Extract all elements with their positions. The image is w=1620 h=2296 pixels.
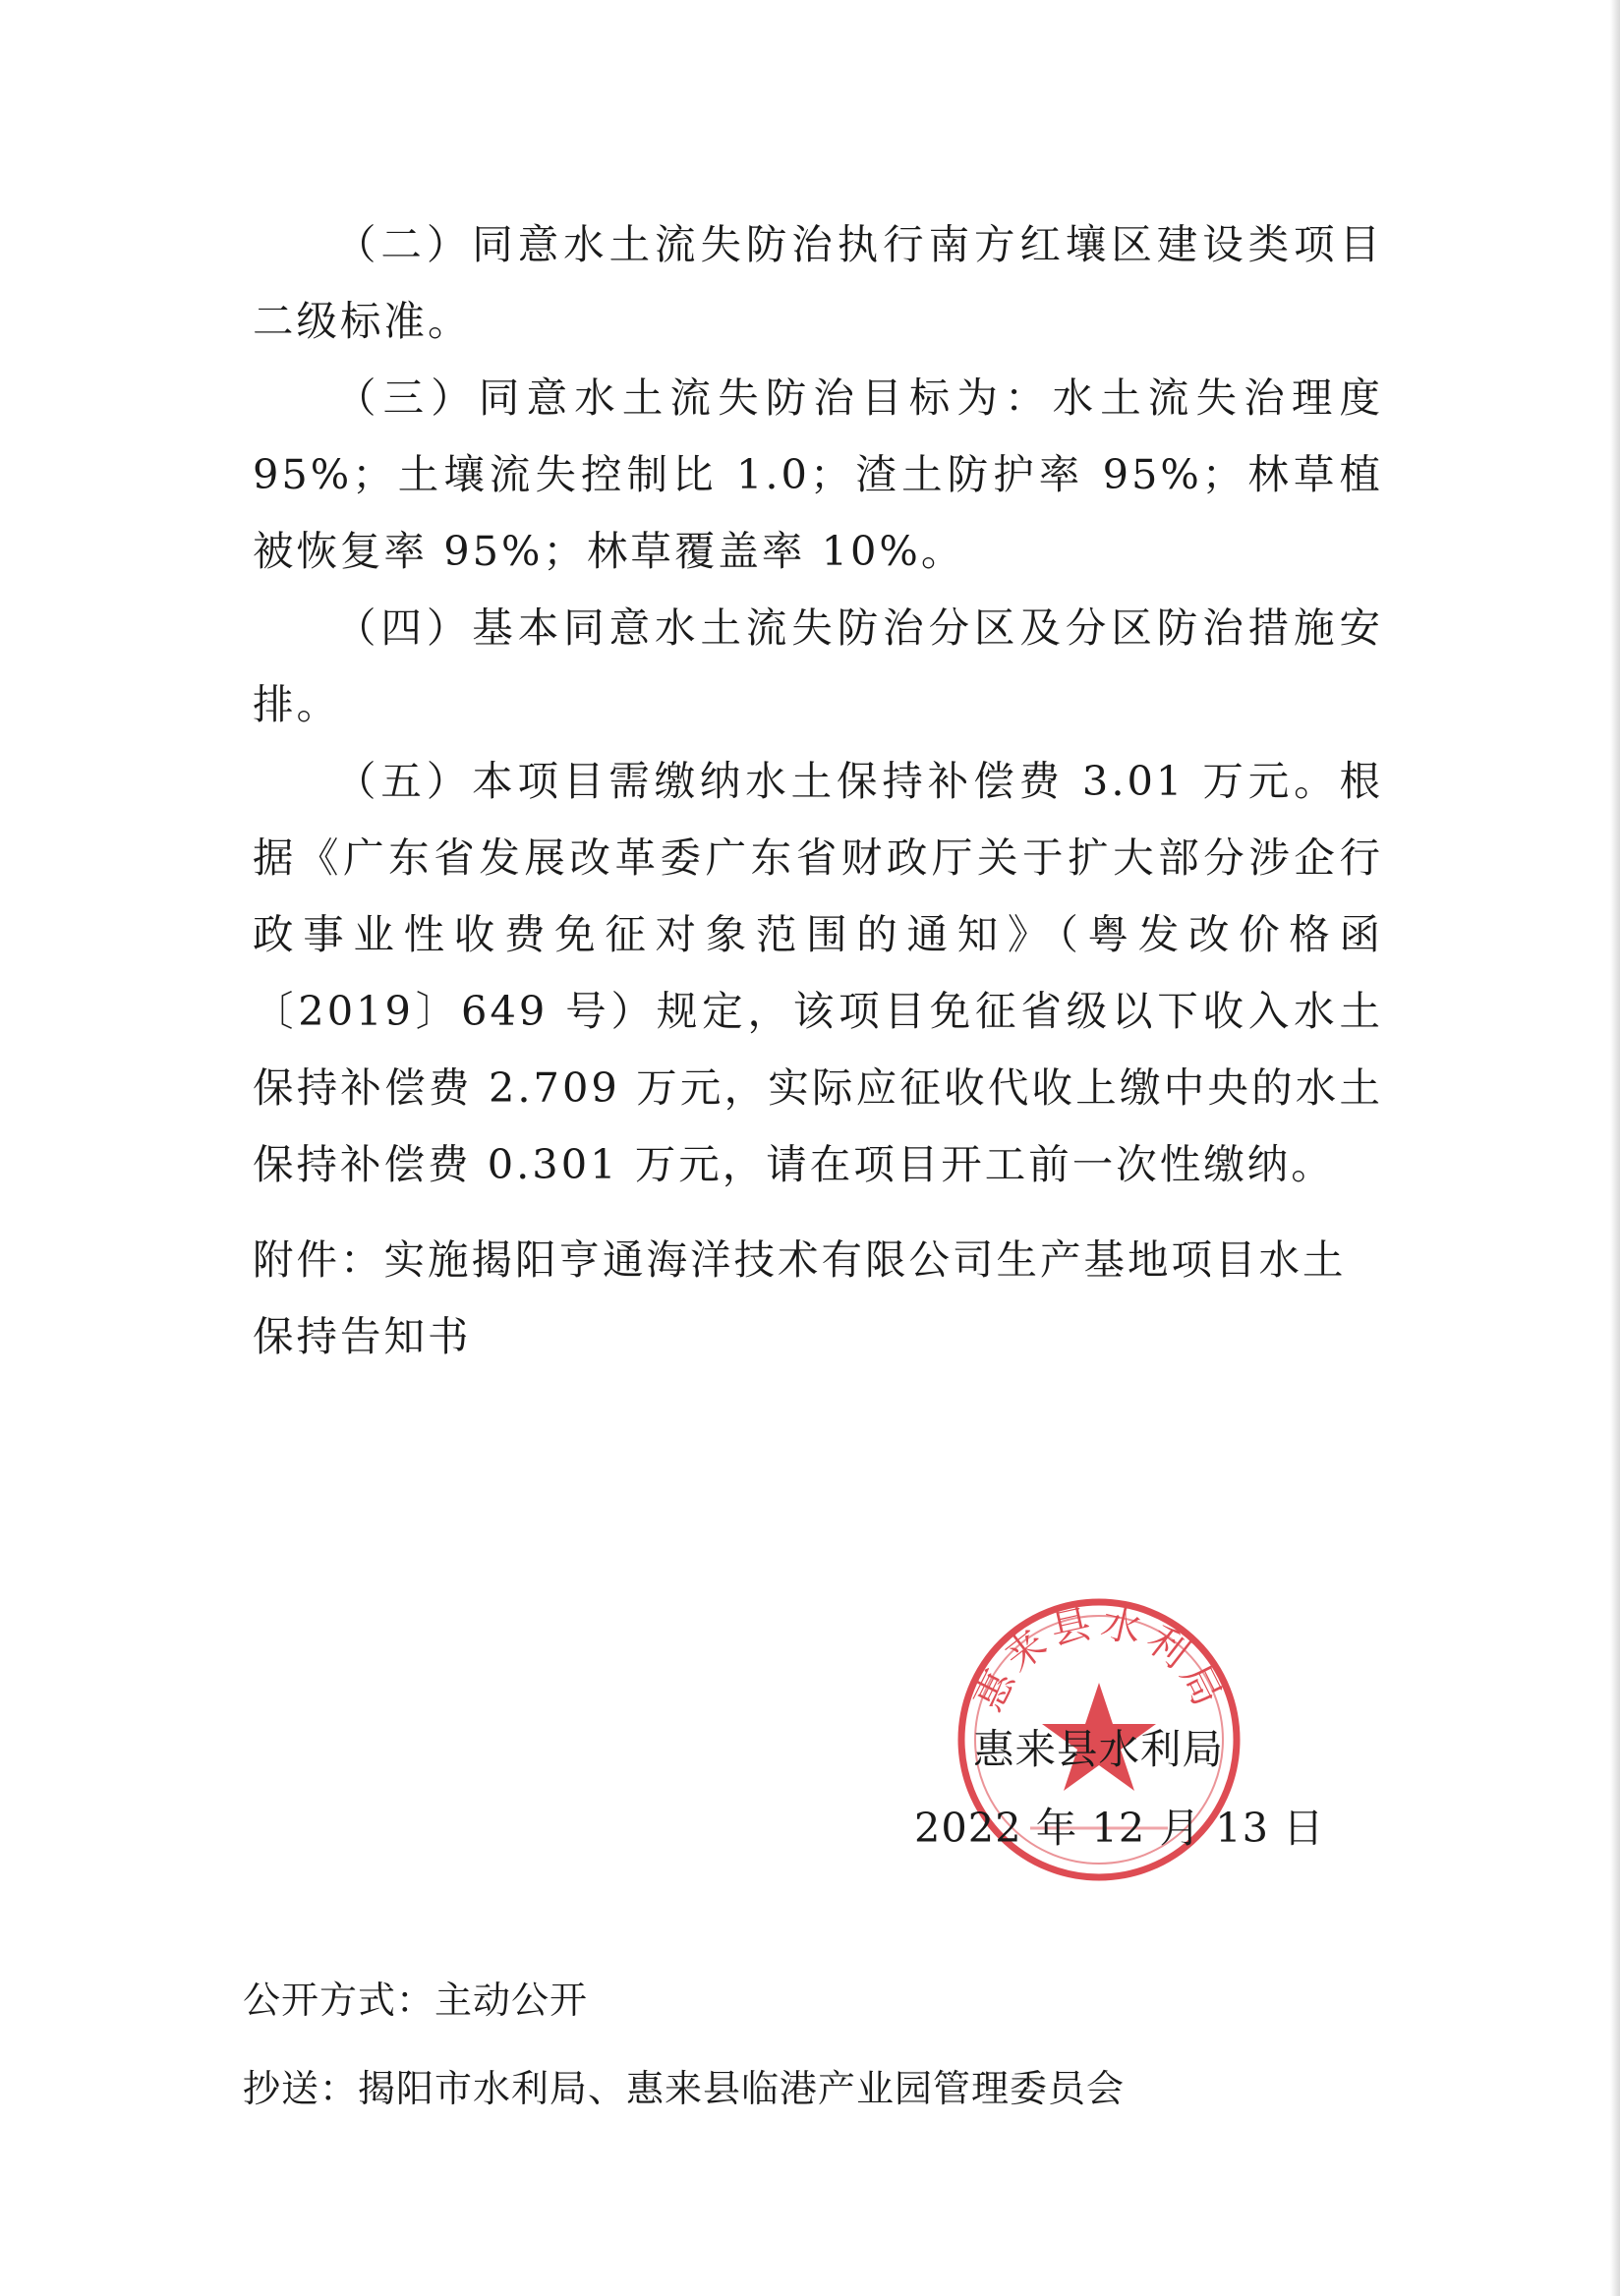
signature-block — [914, 1710, 1325, 1867]
paragraph-4: （四）基本同意水土流失防治分区及分区防治措施安排。 — [253, 603, 1383, 728]
cc-recipients: 抄送：揭阳市水利局、惠来县临港产业园管理委员会 — [243, 2067, 1126, 2110]
paragraph-3: （三）同意水土流失防治目标为：水土流失治理度95%；土壤流失控制比 1.0；渣土防护率 95%；林草植被恢复率 95%；林草覆盖率 10%。 — [253, 373, 1383, 575]
disclosure-method: 公开方式：主动公开 — [243, 1979, 589, 2022]
paragraph-2: （二）同意水土流失防治执行南方红壤区建设类项目二级标准。 — [253, 220, 1383, 345]
seal-text: 惠来县水利局 — [965, 1600, 1233, 1719]
document-footer — [243, 1956, 1125, 2133]
page-edge — [1610, 0, 1620, 2296]
document-body — [253, 206, 1383, 1203]
issue-date: 2022 年 12 月 13 日 — [914, 1804, 1325, 1852]
attachment-line-2: 保持告知书 — [253, 1312, 472, 1360]
paragraph-5: （五）本项目需缴纳水土保持补偿费 3.01 万元。根据《广东省发展改革委广东省财政厅关于扩大部分涉企行政事业性收费免征对象范围的通知》（粤发改价格函〔2019〕649 号）规定，该项目免征省级以下收入水土保持补偿费 2.709 万元，实际应征收代收上缴中央的水土保持补偿费 0.301 万元，请在项目开工前一次性缴纳。 — [253, 757, 1383, 1188]
attachment-line-1: 附件：实施揭阳亨通海洋技术有限公司生产基地项目水土 — [253, 1235, 1347, 1284]
attachment-note — [253, 1222, 1383, 1375]
issuing-organization: 惠来县水利局 — [973, 1725, 1225, 1773]
